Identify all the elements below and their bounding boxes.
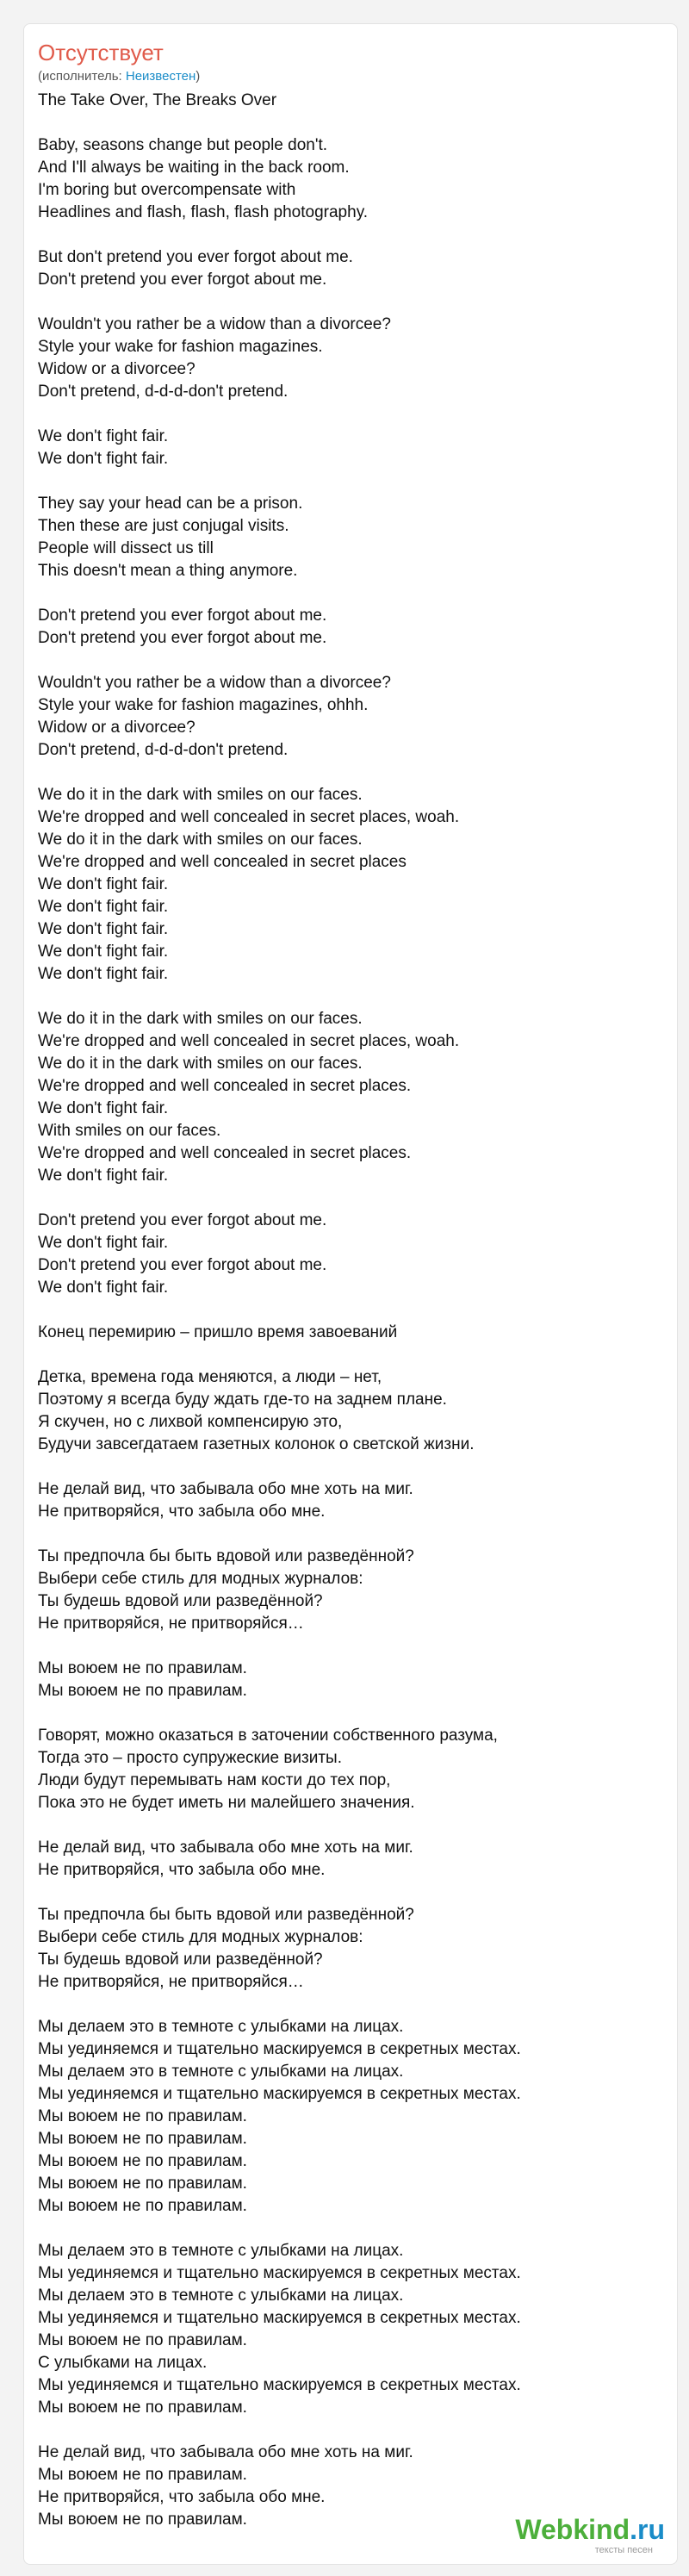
stanza-gap [38,1523,658,1546]
lyric-line: Не притворяйся, не притворяйся… [38,1973,304,1991]
lyric-line: Don't pretend you ever forgot about me. [38,271,327,289]
lyric-line: С улыбками на лицах. [38,2354,208,2372]
stanza-gap [38,1187,658,1210]
lyric-line: Мы делаем это в темноте с улыбками на лицах. [38,2063,404,2081]
lyric-line: Я скучен, но с лихвой компенсирую это, [38,1413,343,1431]
lyrics-body [38,90,658,2531]
lyric-line: Мы делаем это в темноте с улыбками на лицах. [38,2287,404,2305]
lyric-line: Ты предпочла бы быть вдовой или разведённой? [38,1547,414,1565]
stanza-gap [38,582,658,605]
lyric-line: Widow or a divorcee? [38,360,196,378]
stanza-gap [38,762,658,784]
lyric-line: Люди будут перемывать нам кости до тех пор, [38,1771,391,1789]
logo-tld: .ru [630,2514,665,2545]
lyric-line: People will dissect us till [38,539,214,557]
lyric-line: We don't fight fair. [38,943,169,961]
lyric-line: Не притворяйся, что забыла обо мне. [38,2488,326,2506]
lyric-line: We do it in the dark with smiles on our faces. [38,1010,363,1028]
lyric-line: Не делай вид, что забывала обо мне хоть на миг. [38,2443,413,2461]
lyric-line: Don't pretend you ever forgot about me. [38,607,327,625]
lyric-line: Don't pretend you ever forgot about me. [38,629,327,647]
stanza-gap [38,1456,658,1478]
stanza-gap [38,291,658,314]
lyric-line: Не делай вид, что забывала обо мне хоть на миг. [38,1839,413,1857]
lyric-line: Мы воюем не по правилам. [38,1659,247,1677]
stanza-gap [38,1344,658,1366]
lyric-line: Мы делаем это в темноте с улыбками на лицах. [38,2242,404,2260]
lyric-line: Мы уединяемся и тщательно маскируемся в секретных местах. [38,2376,521,2394]
lyric-line: Мы уединяемся и тщательно маскируемся в секретных местах. [38,2085,521,2103]
lyric-line: Мы воюем не по правилам. [38,2197,247,2215]
lyric-line: Wouldn't you rather be a widow than a divorcee? [38,674,391,692]
lyric-line: Мы воюем не по правилам. [38,2466,247,2484]
lyric-line: And I'll always be waiting in the back room. [38,159,350,177]
lyric-line: Мы воюем не по правилам. [38,2399,247,2417]
logo-wordmark [515,2514,665,2545]
lyric-line: Мы воюем не по правилам. [38,2107,247,2125]
song-title: Отсутствует [38,40,164,65]
lyric-line: Выбери себе стиль для модных журналов: [38,1928,363,1946]
lyric-line: Не притворяйся, что забыла обо мне. [38,1861,326,1879]
lyric-line: We don't fight fair. [38,898,169,916]
stanza-gap [38,1994,658,2016]
lyric-line: We don't fight fair. [38,920,169,938]
lyric-line: Выбери себе стиль для модных журналов: [38,1570,363,1588]
lyric-line: This doesn't mean a thing anymore. [38,562,298,580]
lyric-line: We don't fight fair. [38,450,169,468]
lyric-line: We don't fight fair. [38,875,169,893]
lyric-line: We don't fight fair. [38,1167,169,1185]
lyric-line: With smiles on our faces. [38,1122,221,1140]
lyric-line: We don't fight fair. [38,427,169,445]
stanza-gap [38,1882,658,1904]
lyric-line: Мы уединяемся и тщательно маскируемся в секретных местах. [38,2309,521,2327]
lyric-line: Style your wake for fashion magazines, ohhh. [38,696,369,714]
performer-suffix: ) [196,69,201,84]
stanza-gap [38,2218,658,2240]
lyric-line: Мы воюем не по правилам. [38,1682,247,1700]
lyric-line: Ты будешь вдовой или разведённой? [38,1592,323,1610]
lyric-line: The Take Over, The Breaks Over [38,91,277,109]
lyric-line: Не делай вид, что забывала обо мне хоть на миг. [38,1480,413,1498]
lyric-line: Конец перемирию – пришло время завоеваний [38,1323,398,1341]
lyric-line: We do it in the dark with smiles on our faces. [38,831,363,849]
stanza-gap [38,470,658,493]
stanza-gap [38,2419,658,2442]
stanza-gap [38,1299,658,1322]
lyric-line: Мы делаем это в темноте с улыбками на лицах. [38,2018,404,2036]
lyric-line: Говорят, можно оказаться в заточении собственного разума, [38,1727,498,1745]
lyric-line: Then these are just conjugal visits. [38,517,289,535]
lyric-line: We're dropped and well concealed in secret places [38,853,407,871]
lyric-line: Don't pretend you ever forgot about me. [38,1211,327,1229]
lyric-line: Детка, времена года меняются, а люди – нет, [38,1368,382,1386]
stanza-gap [38,1814,658,1837]
logo-tagline: тексты песен [594,2545,653,2555]
lyric-line: But don't pretend you ever forgot about me. [38,248,353,266]
lyric-line: Style your wake for fashion magazines. [38,338,323,356]
lyric-line: Don't pretend, d-d-d-don't pretend. [38,741,289,759]
lyric-line: Мы воюем не по правилам. [38,2130,247,2148]
lyric-line: Don't pretend, d-d-d-don't pretend. [38,383,289,401]
lyric-line: Мы воюем не по правилам. [38,2152,247,2170]
lyric-line: Ты будешь вдовой или разведённой? [38,1951,323,1969]
lyric-line: Baby, seasons change but people don't. [38,136,328,154]
performer-link[interactable]: Неизвестен [125,69,196,84]
lyric-line: Wouldn't you rather be a widow than a divorcee? [38,315,391,333]
lyric-line: We're dropped and well concealed in secret places, woah. [38,1032,460,1050]
lyric-line: We do it in the dark with smiles on our faces. [38,786,363,804]
stanza-gap [38,1702,658,1725]
lyric-line: Не притворяйся, не притворяйся… [38,1615,304,1633]
lyric-line: We're dropped and well concealed in secret places, woah. [38,808,460,826]
lyric-line: We're dropped and well concealed in secret places. [38,1144,412,1162]
lyric-line: Будучи завсегдатаем газетных колонок о светской жизни. [38,1435,475,1453]
lyric-line: Поэтому я всегда буду ждать где-то на заднем плане. [38,1391,447,1409]
lyric-line: Мы воюем не по правилам. [38,2511,247,2529]
lyric-line: We don't fight fair. [38,965,169,983]
stanza-gap [38,650,658,672]
lyric-line: We do it in the dark with smiles on our faces. [38,1055,363,1073]
logo-brand: Webkind [515,2514,630,2545]
stanza-gap [38,112,658,134]
lyric-line: Мы уединяемся и тщательно маскируемся в секретных местах. [38,2264,521,2282]
lyric-line: We don't fight fair. [38,1099,169,1117]
stanza-gap [38,986,658,1008]
lyric-line: We're dropped and well concealed in secret places. [38,1077,412,1095]
stanza-gap [38,403,658,426]
lyric-line: Widow or a divorcee? [38,719,196,737]
lyric-line: Не притворяйся, что забыла обо мне. [38,1503,326,1521]
lyric-line: Ты предпочла бы быть вдовой или разведённой? [38,1906,414,1924]
lyric-line: Пока это не будет иметь ни малейшего значения. [38,1794,415,1812]
lyric-line: Headlines and flash, flash, flash photography. [38,203,369,221]
lyric-line: Мы воюем не по правилам. [38,2175,247,2193]
lyric-line: Мы воюем не по правилам. [38,2331,247,2349]
lyric-line: They say your head can be a prison. [38,495,303,513]
lyric-line: Мы уединяемся и тщательно маскируемся в секретных местах. [38,2040,521,2058]
lyric-line: We don't fight fair. [38,1234,169,1252]
performer-prefix: (исполнитель: [38,69,126,84]
stanza-gap [38,1635,658,1658]
lyric-line: I'm boring but overcompensate with [38,181,296,199]
lyric-line: We don't fight fair. [38,1279,169,1297]
stanza-gap [38,224,658,246]
lyric-line: Тогда это – просто супружеские визиты. [38,1749,342,1767]
site-logo[interactable] [515,2514,665,2555]
lyric-line: Don't pretend you ever forgot about me. [38,1256,327,1274]
performer-line [38,69,200,84]
